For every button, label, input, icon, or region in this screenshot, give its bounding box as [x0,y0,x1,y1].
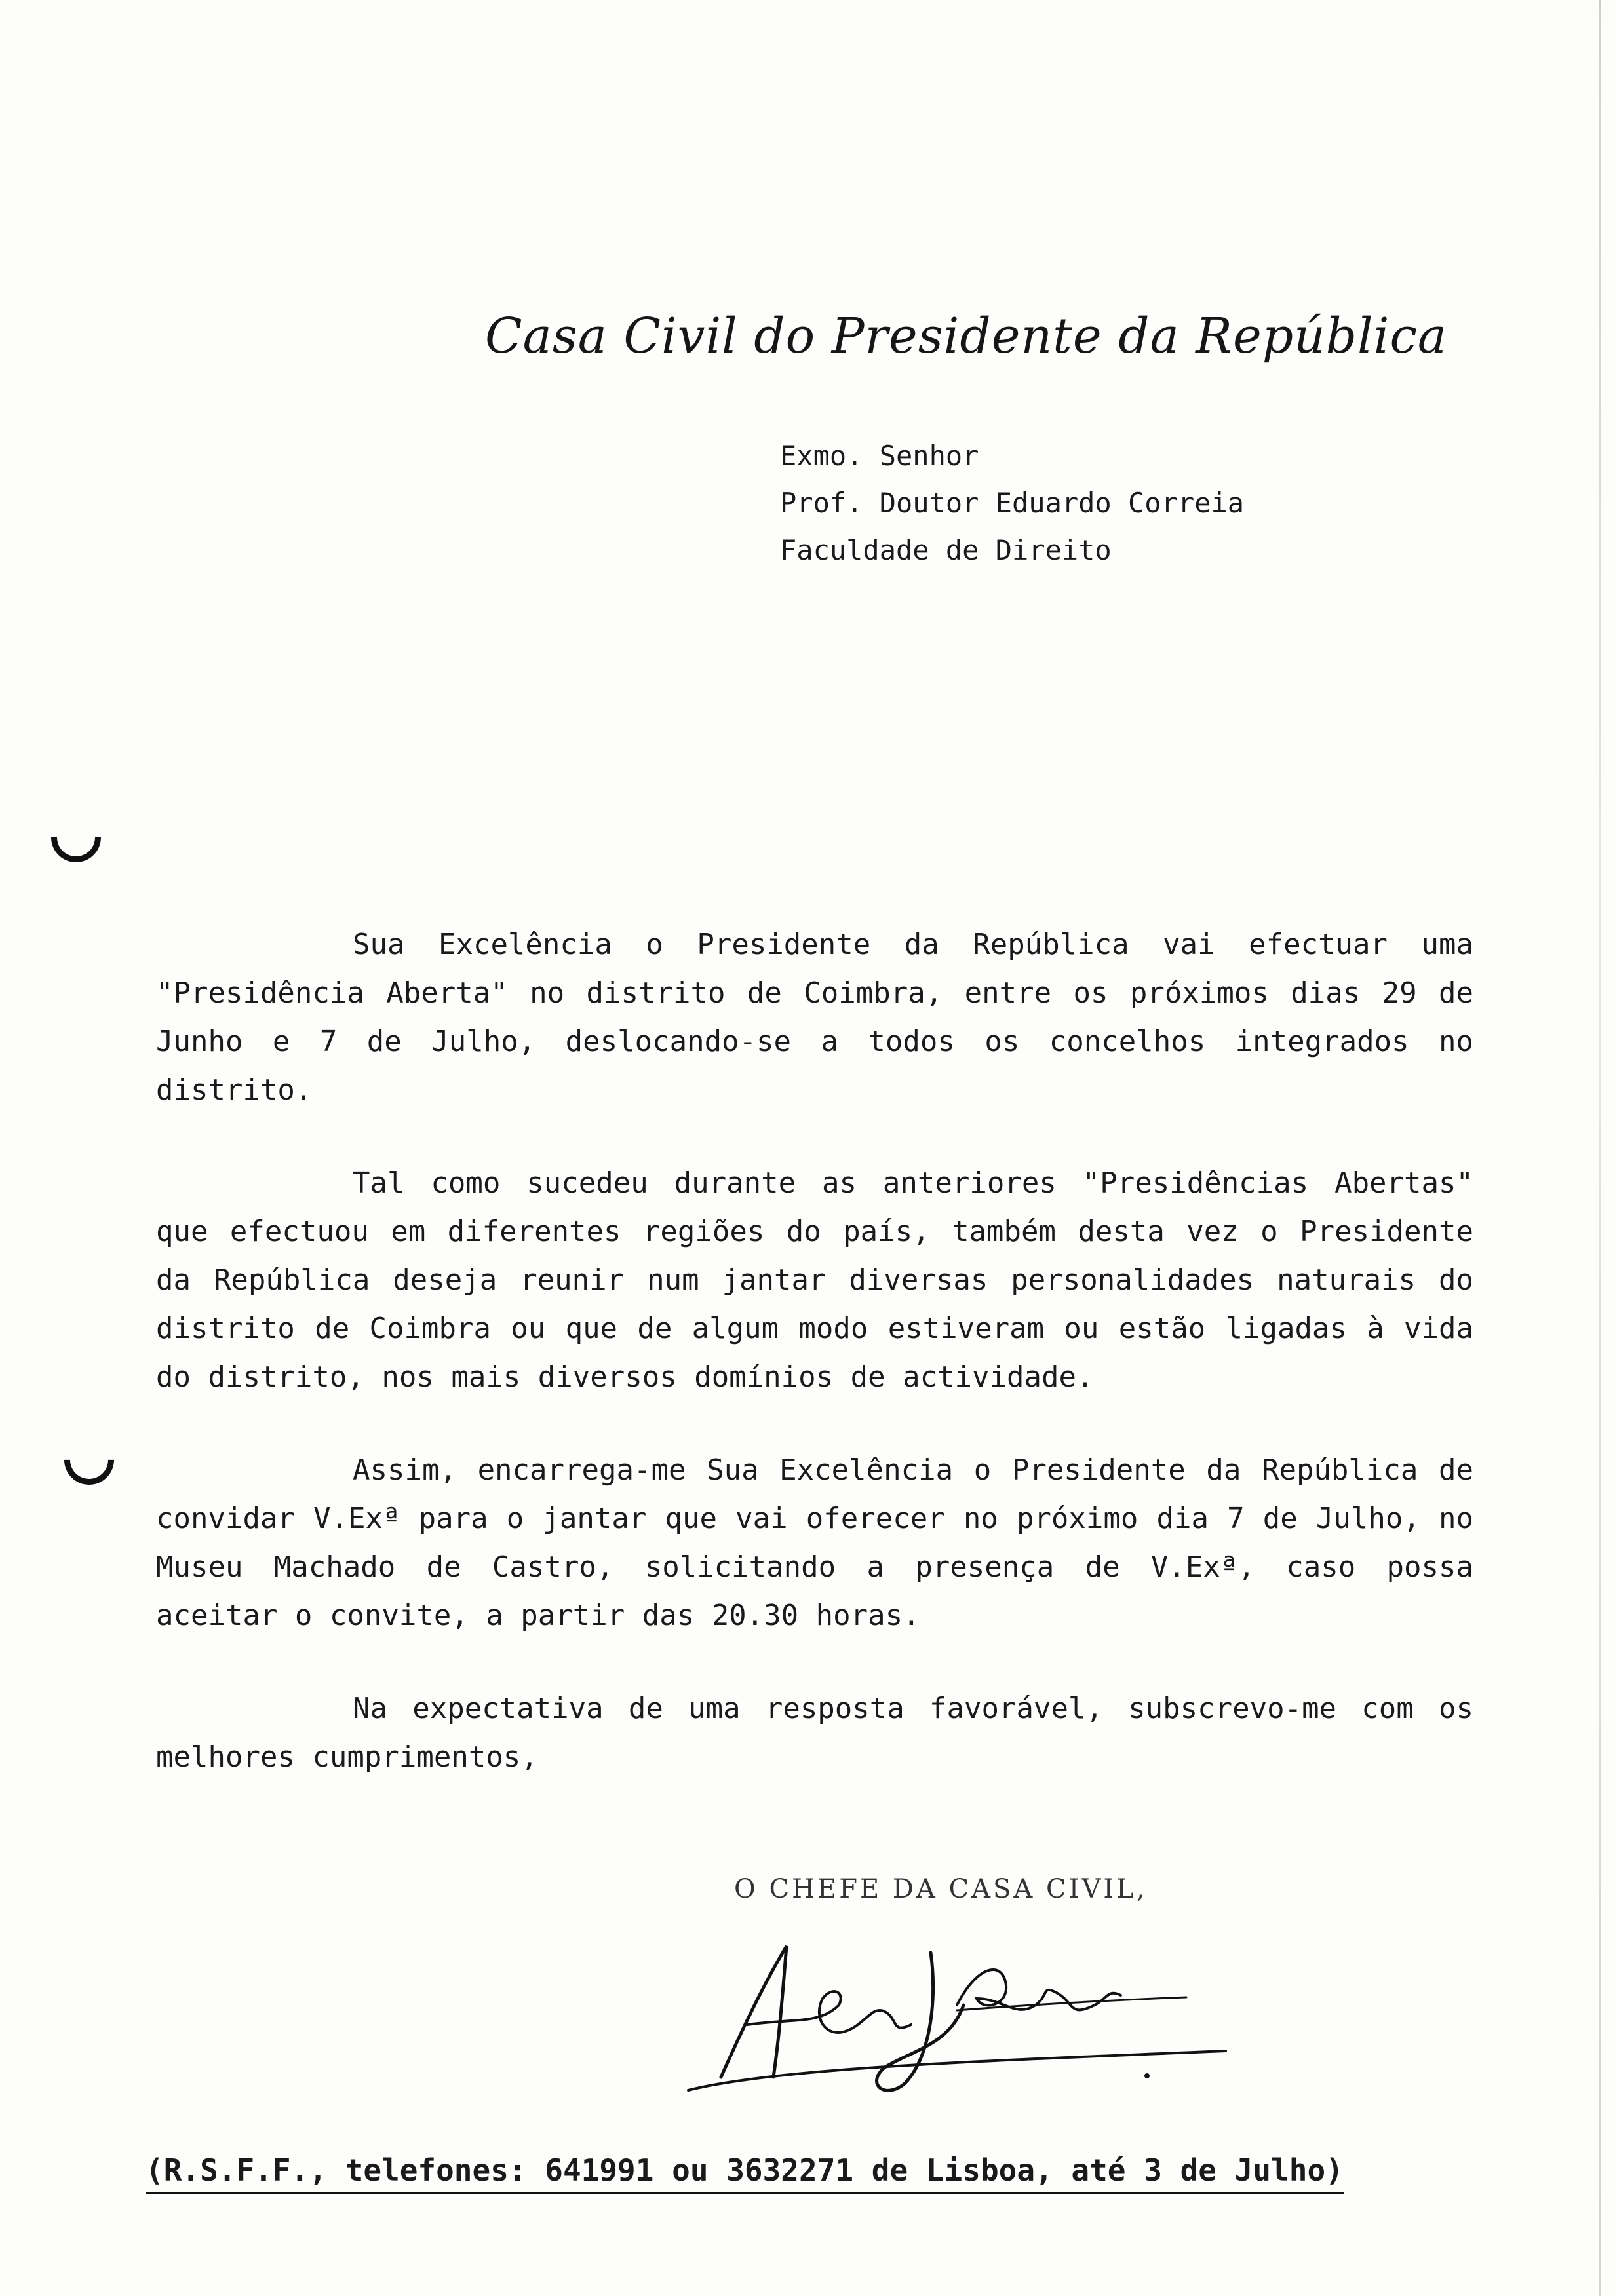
body-paragraph: Tal como sucedeu durante as anteriores "Presidências Abertas" que efectuou em diferentes regiões do país, também desta vez o Presidente da República deseja reunir num jantar diversas personalidades naturais do distrito de Coimbra ou que de algum modo estiveram ou estão ligadas à vida do distrito, nos mais diversos domínios de actividade. [156,1166,1473,1394]
body-paragraph: Assim, encarrega-me Sua Excelência o Presidente da República de convidar V.Exª para o jantar que vai oferecer no próximo dia 7 de Julho, no Museu Machado de Castro, solicitando a presença de V.Exª, caso possa aceitar o convite, a partir das 20.30 horas. [156,1453,1473,1632]
signature-title: O CHEFE DA CASA CIVIL, [734,1874,1148,1904]
body-paragraph: Na expectativa de uma resposta favorável, subscrevo-me com os melhores cumprimentos, [156,1692,1473,1774]
letter-body [156,921,1473,1782]
letterhead: Casa Civil do Presidente da República [485,308,1448,364]
recipient-name: Prof. Doutor Eduardo Correia [780,487,1245,519]
recipient-address [780,432,1244,574]
page-edge-line [1599,0,1601,2296]
recipient-institution: Faculdade de Direito [780,534,1112,566]
punch-hole-mark [54,1425,124,1495]
footer-note: (R.S.F.F., telefones: 641991 ou 3632271 de Lisboa, até 3 de Julho) [146,2152,1344,2194]
recipient-salutation: Exmo. Senhor [780,440,979,472]
body-paragraph: Sua Excelência o Presidente da República vai efectuar uma "Presidência Aberta" no distrito de Coimbra, entre os próximos dias 29 de Junho e 7 de Julho, deslocando-se a todos os concelhos integrados no distrito. [156,928,1473,1107]
handwritten-signature [649,1926,1265,2097]
punch-hole-mark [41,802,111,872]
